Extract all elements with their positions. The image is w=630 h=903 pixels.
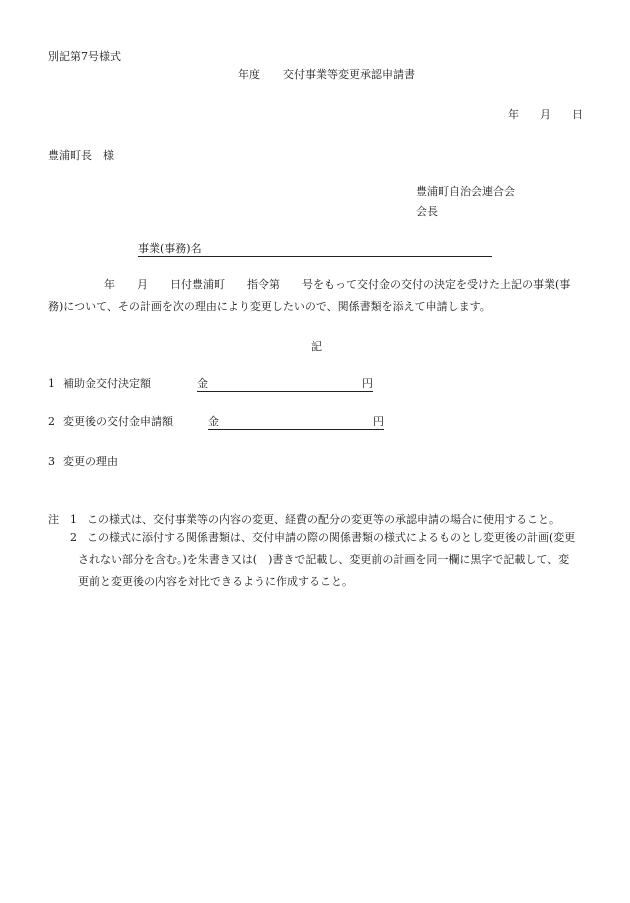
item-2-suffix: 円 xyxy=(373,415,384,428)
item-1-amount-field xyxy=(197,377,373,392)
note-1-text: この様式は、交付事業等の内容の変更、経費の配分の変更等の承認申請の場合に使用すること。 xyxy=(87,513,560,526)
note-2-line-2: されない部分を含む。)を朱書き又は( )書きで記載し、変更前の計画を同一欄に黒字で記載して、変 xyxy=(78,553,570,566)
item-2-amount-field xyxy=(208,415,384,430)
item-3-num: 3 xyxy=(48,455,55,468)
project-name-field xyxy=(138,242,492,257)
notes-head: 注 xyxy=(48,513,59,526)
note-2-line-1: この様式に添付する関係書類は、交付申請の際の関係書類の様式によるものとし変更後の計画(変更 xyxy=(87,531,576,544)
applicant-role: 会長 xyxy=(416,205,438,218)
item-2-num: 2 xyxy=(48,415,55,428)
applicant-org: 豊浦町自治会連合会 xyxy=(416,185,515,198)
intro-line-2: 務)について、その計画を次の理由により変更したいので、関係書類を添えて申請します。 xyxy=(48,300,491,313)
date-month: 月 xyxy=(540,108,551,121)
item-2-prefix: 金 xyxy=(208,415,219,428)
note-1-num: 1 xyxy=(70,513,77,526)
item-1-prefix: 金 xyxy=(197,377,208,390)
intro-line-1: 年 月 日付豊浦町 指令第 号をもって交付金の交付の決定を受けた上記の事業(事 xyxy=(104,278,571,291)
date-day: 日 xyxy=(572,108,583,121)
ki-marker: 記 xyxy=(311,340,322,353)
page-title: 交付事業等変更承認申請書 xyxy=(283,68,415,81)
title-year-label: 年度 xyxy=(238,68,260,81)
item-2-label: 変更後の交付金申請額 xyxy=(63,415,173,428)
form-id: 別記第7号様式 xyxy=(48,50,121,63)
date-year: 年 xyxy=(508,108,519,121)
item-1-label: 補助金交付決定額 xyxy=(63,377,151,390)
item-1-suffix: 円 xyxy=(362,377,373,390)
note-2-num: 2 xyxy=(70,531,77,544)
item-1-num: 1 xyxy=(48,377,55,390)
item-3-label: 変更の理由 xyxy=(63,455,118,468)
addressee: 豊浦町長 様 xyxy=(48,149,114,162)
note-2-line-3: 更前と変更後の内容を対比できるように作成すること。 xyxy=(78,575,353,588)
project-name-label: 事業(事務)名 xyxy=(138,242,202,255)
